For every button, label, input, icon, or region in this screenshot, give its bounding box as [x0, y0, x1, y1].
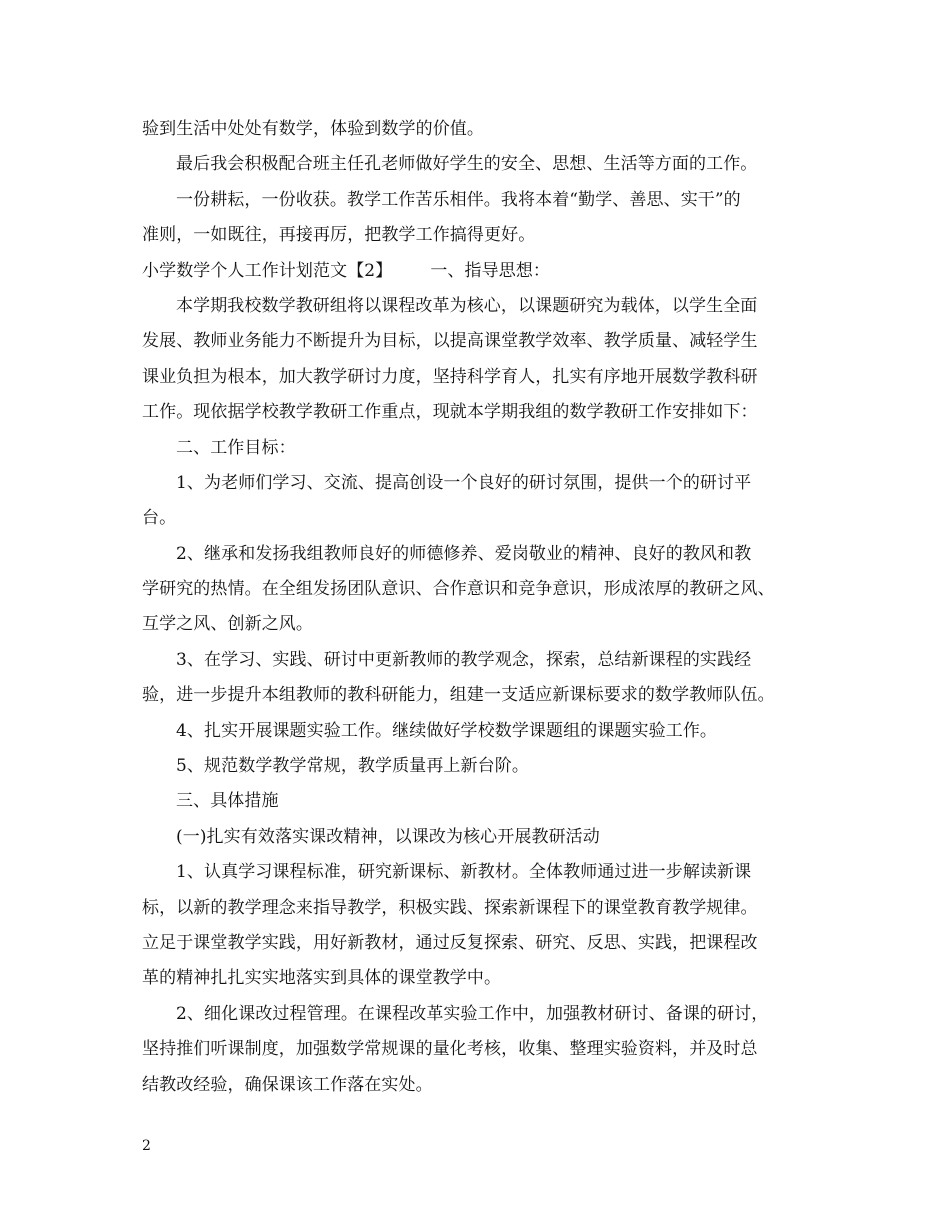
- paragraph-line: 5、规范数学教学常规，教学质量再上新台阶。: [176, 756, 529, 777]
- paragraph-line: 3、在学习、实践、研讨中更新教师的教学观念，探索，总结新课程的实践经: [176, 649, 752, 670]
- document-title: 小学数学个人工作计划范文【2】: [142, 260, 393, 281]
- paragraph-line: 结教改经验，确保课该工作落在实处。: [142, 1074, 433, 1095]
- paragraph-line: 标，以新的教学理念来指导教学，积极实践、探索新课程下的课堂教育教学规律。: [142, 897, 758, 918]
- paragraph-line: 工作。现依据学校教学教研工作重点，现就本学期我组的数学教研工作安排如下：: [142, 402, 758, 423]
- paragraph-line: 革的精神扎扎实实地落实到具体的课堂教学中。: [142, 968, 502, 989]
- paragraph-line: 准则，一如既往，再接再厉，把教学工作搞得更好。: [142, 225, 536, 246]
- section-heading: 三、具体措施: [176, 791, 279, 812]
- document-body: [142, 112, 812, 1103]
- paragraph-line: 台。: [142, 508, 177, 529]
- paragraph-line: 最后我会积极配合班主任孔老师做好学生的安全、思想、生活等方面的工作。: [176, 154, 758, 175]
- paragraph-line: 一份耕耘，一份收获。教学工作苦乐相伴。我将本着“勤学、善思、实干”的: [176, 189, 741, 210]
- paragraph-line: 课业负担为根本，加大教学研讨力度，坚持科学育人，扎实有序地开展数学教科研: [142, 366, 758, 387]
- subsection-heading: (一)扎实有效落实课改精神，以课改为核心开展教研活动: [176, 826, 600, 847]
- paragraph-line: 互学之风、创新之风。: [142, 614, 313, 635]
- paragraph-line: 发展、教师业务能力不断提升为目标，以提高课堂教学效率、教学质量、减轻学生: [142, 331, 758, 352]
- paragraph-line: 2、细化课改过程管理。在课程改革实验工作中，加强教材研讨、备课的研讨，: [176, 1003, 769, 1024]
- paragraph-line: 验，进一步提升本组教师的教科研能力，组建一支适应新课标要求的数学教师队伍。: [142, 685, 775, 706]
- paragraph-line: 4、扎实开展课题实验工作。继续做好学校数学课题组的课题实验工作。: [176, 720, 718, 741]
- paragraph-line: 坚持推们听课制度，加强数学常规课的量化考核，收集、整理实验资料，并及时总: [142, 1039, 758, 1060]
- page-number: 2: [142, 1138, 151, 1154]
- paragraph-line: 本学期我校数学教研组将以课程改革为核心，以课题研究为载体，以学生全面: [176, 295, 758, 316]
- section-heading: 一、指导思想：: [430, 260, 551, 281]
- paragraph-line: 1、认真学习课程标准，研究新课标、新教材。全体教师通过进一步解读新课: [176, 862, 752, 883]
- paragraph-line: 验到生活中处处有数学，体验到数学的价值。: [142, 119, 484, 139]
- section-heading: 二、工作目标：: [176, 437, 296, 458]
- paragraph-line: 1、为老师们学习、交流、提高创设一个良好的研讨氛围，提供一个的研讨平: [176, 472, 752, 493]
- section-heading-line: [142, 254, 812, 289]
- paragraph-line: 学研究的热情。在全组发扬团队意识、合作意识和竞争意识，形成浓厚的教研之风、: [142, 579, 775, 600]
- paragraph-line: 立足于课堂教学实践，用好新教材，通过反复探索、研究、反思、实践，把课程改: [142, 932, 758, 953]
- paragraph-line: 2、继承和发扬我组教师良好的师德修养、爱岗敬业的精神、良好的教风和教: [176, 543, 752, 564]
